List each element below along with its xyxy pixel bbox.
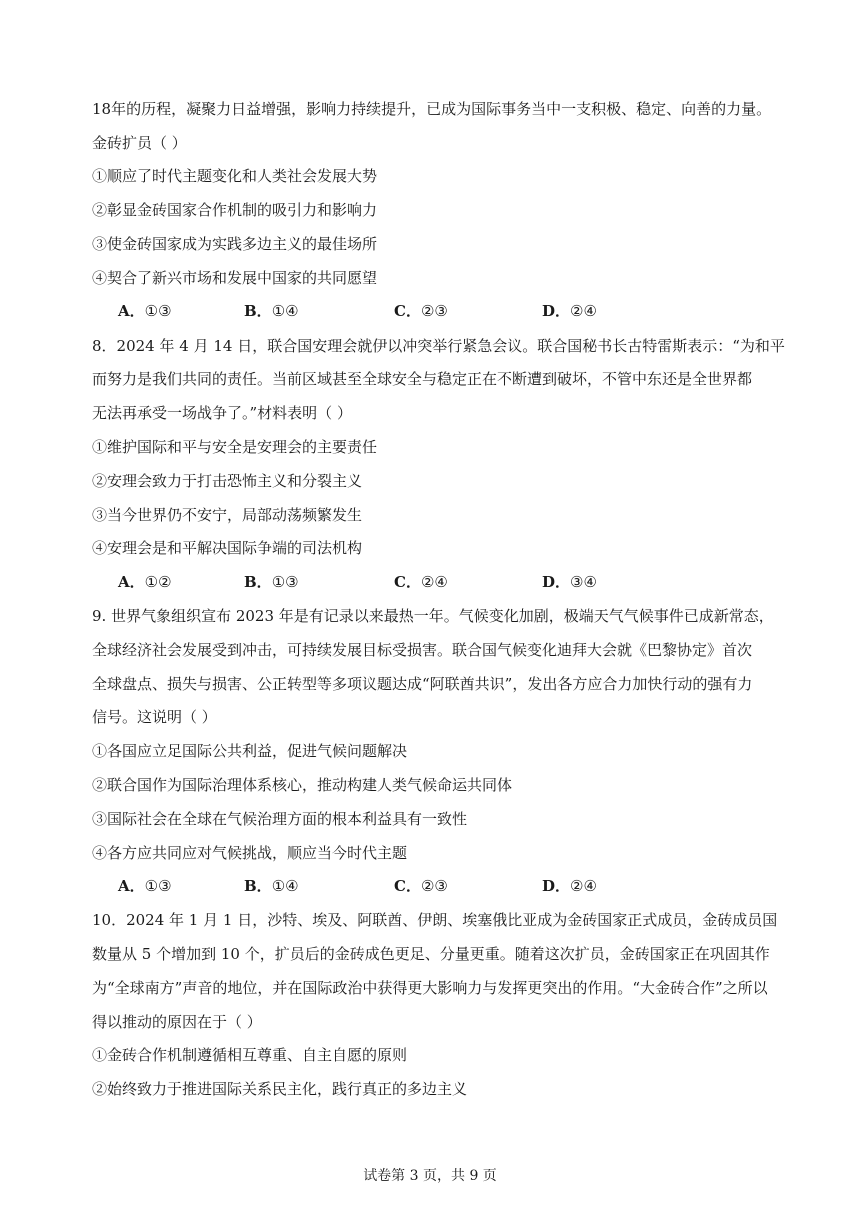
q7-option-d[interactable]: D．②④ [542,302,597,320]
q8-statement-2: ②安理会致力于打击恐怖主义和分裂主义 [92,472,363,490]
q7-statement-3: ③使金砖国家成为实践多边主义的最佳场所 [92,235,378,253]
q8-option-d[interactable]: D．③④ [542,573,597,591]
q9-statement-2: ②联合国作为国际治理体系核心，推动构建人类气候命运共同体 [92,776,513,794]
q9-statement-3: ③国际社会在全球在气候治理方面的根本利益具有一致性 [92,810,468,828]
q10-statement-1: ①金砖合作机制遵循相互尊重、自主自愿的原则 [92,1046,408,1064]
q8-option-a[interactable]: A．①② [118,573,172,591]
q9-stem-line-4: 信号。这说明（ ） [92,708,217,726]
q10-stem-line-4: 得以推动的原因在于（ ） [92,1013,262,1031]
q8-option-c[interactable]: C．②④ [394,573,448,591]
q9-stem-line-1: 9. 世界气象组织宣布 2023 年是有记录以来最热一年。气候变化加剧，极端天气气候事件已成新常态， [92,607,774,625]
page-footer: 试卷第 3 页，共 9 页 [363,1168,497,1184]
q10-stem-line-3: 为“全球南方”声音的地位，并在国际政治中获得更大影响力与发挥更突出的作用。“大金砖合作”之所以 [92,979,768,997]
q7-option-b[interactable]: B．①④ [244,302,299,320]
q8-statement-1: ①维护国际和平与安全是安理会的主要责任 [92,438,378,456]
q7-statement-1: ①顺应了时代主题变化和人类社会发展大势 [92,167,378,185]
q7-option-c[interactable]: C．②③ [394,302,448,320]
q9-statement-4: ④各方应共同应对气候挑战，顺应当今时代主题 [92,844,408,862]
q8-stem-line-1: 8．2024 年 4 月 14 日，联合国安理会就伊以冲突举行紧急会议。联合国秘书长古特雷斯表示：“为和平 [92,337,785,355]
q7-statement-2: ②彰显金砖国家合作机制的吸引力和影响力 [92,201,378,219]
q9-option-b[interactable]: B．①④ [244,877,299,895]
q8-stem-line-2: 而努力是我们共同的责任。当前区域甚至全球安全与稳定正在不断遭到破坏，不管中东还是全世界都 [92,370,753,388]
q7-stem-line-1: 18年的历程，凝聚力日益增强，影响力持续提升，已成为国际事务当中一支积极、稳定、向善的力量。 [92,100,772,118]
q9-stem-line-2: 全球经济社会发展受到冲击，可持续发展目标受损害。联合国气候变化迪拜大会就《巴黎协定》首次 [92,641,753,659]
q8-statement-3: ③当今世界仍不安宁，局部动荡频繁发生 [92,506,363,524]
q10-stem-line-2: 数量从 5 个增加到 10 个，扩员后的金砖成色更足、分量更重。随着这次扩员，金砖国家正在巩固其作 [92,945,770,963]
q9-option-d[interactable]: D．②④ [542,877,597,895]
q9-option-a[interactable]: A．①③ [118,877,172,895]
q8-statement-4: ④安理会是和平解决国际争端的司法机构 [92,539,363,557]
q9-option-c[interactable]: C．②③ [394,877,448,895]
q10-statement-2: ②始终致力于推进国际关系民主化，践行真正的多边主义 [92,1080,468,1098]
q10-stem-line-1: 10．2024 年 1 月 1 日，沙特、埃及、阿联酋、伊朗、埃塞俄比亚成为金砖国家正式成员，金砖成员国 [92,911,778,929]
q7-option-a[interactable]: A．①③ [118,302,172,320]
q8-stem-line-3: 无法再承受一场战争了。”材料表明（ ） [92,404,352,422]
q9-stem-line-3: 全球盘点、损失与损害、公正转型等多项议题达成“阿联酋共识”，发出各方应合力加快行动的强有力 [92,675,753,693]
q7-statement-4: ④契合了新兴市场和发展中国家的共同愿望 [92,269,378,287]
q7-stem-line-2: 金砖扩员（ ） [92,134,187,152]
q8-option-b[interactable]: B．①③ [244,573,299,591]
q9-statement-1: ①各国应立足国际公共利益，促进气候问题解决 [92,742,408,760]
